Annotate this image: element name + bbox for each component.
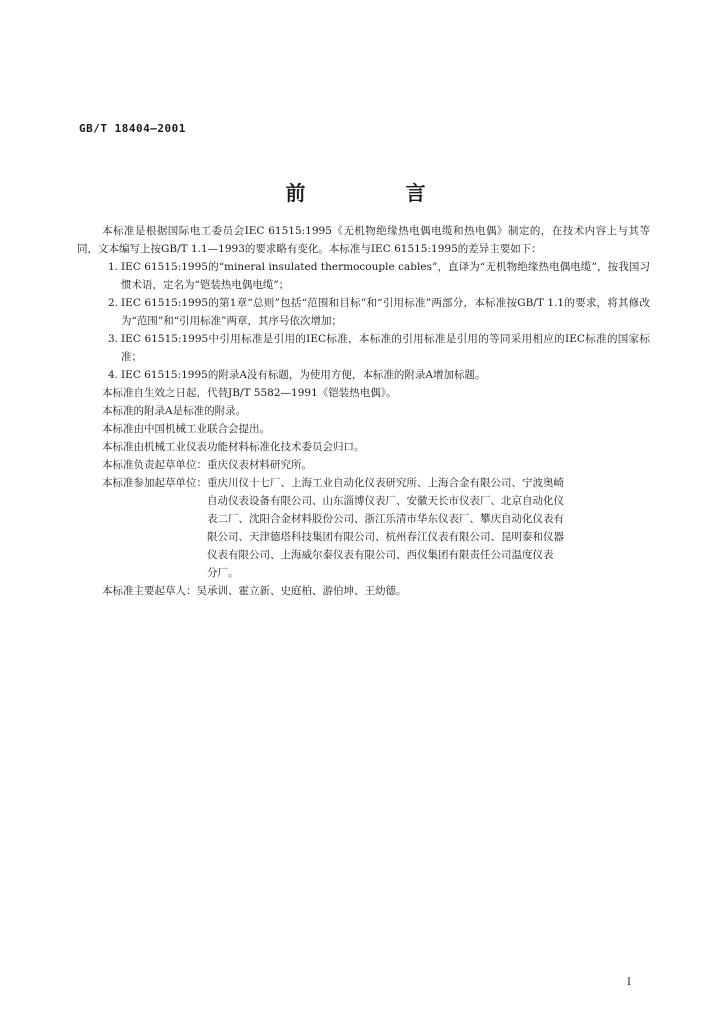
drafters-line: 本标准主要起草人：吴承训、霍立新、史庭柏、游伯坤、王幼德。 [102,585,407,597]
list-item-text: IEC 61515:1995中引用标准是引用的IEC标准，本标准的引用标准是引用的等同采用相应的IEC标准的国家标准； [121,333,650,363]
list-item-text: IEC 61515:1995的第1章“总则”包括“范围和目标”和“引用标准”两部分，本标准按GB/T 1.1的要求，将其修改为“范围”和“引用标准”两章，其序号依次增加； [121,297,650,327]
list-item [102,366,650,384]
list-item-text: IEC 61515:1995的“mineral insulated thermocouple cables”，直译为“无机物绝缘热电偶电缆”，按我国习惯术语，定名为“铠装热电偶电缆”； [121,261,650,291]
list-item [102,258,650,294]
list-item-number: 3. [107,333,118,345]
participants-line: 自动仪表设备有限公司、山东淄博仪表厂、安徽天长市仪表厂、北京自动化仪 [207,495,564,507]
list-item-number: 2. [107,297,118,309]
participants-line: 分厂。 [207,567,239,579]
statement-line: 本标准负责起草单位：重庆仪表材料研究所。 [102,459,312,471]
participants-label: 本标准参加起草单位： [102,477,207,489]
page-number: I [627,977,631,988]
statement-line: 本标准自生效之日起，代替JB/T 5582—1991《铠装热电偶》。 [102,387,397,399]
statement-line: 本标准的附录A是标准的附录。 [102,405,247,417]
statement-line: 本标准由机械工业仪表功能材料标准化技术委员会归口。 [102,441,365,453]
participants-block [102,474,650,582]
participants-line: 表二厂、沈阳合金材料股份公司、浙江乐清市华东仪表厂、攀庆自动化仪表有 [207,513,564,525]
list-item [102,294,650,330]
participants-line: 重庆川仪十七厂、上海工业自动化仪表研究所、上海合金有限公司、宁波奥崎 [207,477,564,489]
list-item-number: 4. [107,369,118,381]
list-item-number: 1. [107,261,118,273]
statement-line: 本标准由中国机械工业联合会提出。 [102,423,270,435]
document-body [77,222,650,600]
participants-line: 仪表有限公司、上海威尔泰仪表有限公司、西仪集团有限责任公司温度仪表 [207,549,554,561]
list-item [102,330,650,366]
participants-list [207,474,650,582]
participants-line: 限公司、天津德塔科技集团有限公司、杭州春江仪表有限公司、昆明泰和仪器 [207,531,564,543]
intro-paragraph: 本标准是根据国际电工委员会IEC 61515:1995《无机物绝缘热电偶电缆和热电偶》制定的，在技术内容上与其等同，文本编写上按GB/T 1.1—1993的要求略有变化。本标准与IEC 61515:1995的差异主要如下： [77,225,650,255]
page-title: 前 言 [285,181,466,205]
list-item-text: IEC 61515:1995的附录A没有标题，为使用方便，本标准的附录A增加标题。 [121,369,486,381]
standard-code: GB/T 18404—2001 [79,122,186,135]
